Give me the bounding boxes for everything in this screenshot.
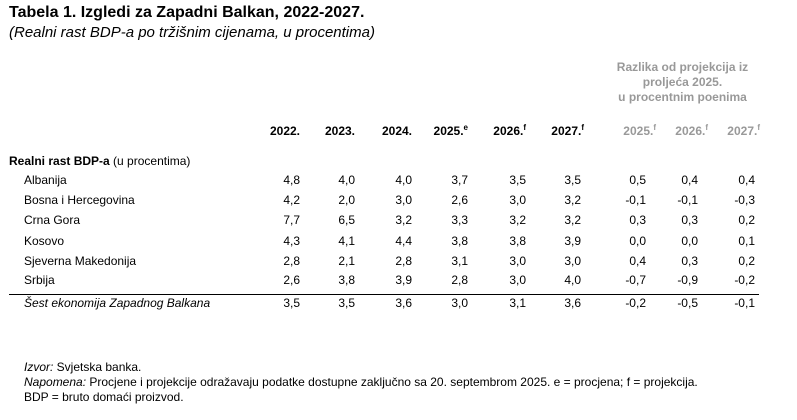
cell-diff: 0,3 bbox=[681, 213, 698, 227]
diff-col-header-2025f: 2025.$^f$ bbox=[623, 123, 656, 138]
cell-diff: 0,4 bbox=[681, 173, 698, 187]
note-text: Procjene i projekcije odražavaju podatke dostupne zaključno sa 20. septembrom 2025. e = procjena; f = projekcija. bbox=[86, 375, 698, 389]
diff-col-header-2027f: 2027.$^f$ bbox=[727, 123, 760, 138]
cell-value: 2,0 bbox=[338, 193, 355, 207]
abbreviation-note: BDP = bruto domaći proizvod. bbox=[24, 390, 184, 404]
cell-diff: -0,7 bbox=[625, 273, 646, 287]
cell-value: 3,1 bbox=[509, 296, 526, 310]
cell-value: 3,1 bbox=[451, 254, 468, 268]
cell-value: 3,0 bbox=[564, 254, 581, 268]
cell-diff: -0,1 bbox=[734, 296, 755, 310]
cell-diff: 0,2 bbox=[738, 213, 755, 227]
col-header-2024: 2024. bbox=[381, 124, 412, 138]
projection-header-line-2: proljeća 2025. bbox=[642, 75, 723, 89]
cell-value: 2,8 bbox=[451, 273, 468, 287]
cell-value: 3,8 bbox=[509, 234, 526, 248]
cell-value: 4,8 bbox=[283, 173, 300, 187]
cell-value: 3,5 bbox=[509, 173, 526, 187]
cell-value: 3,2 bbox=[564, 193, 581, 207]
col-header-2026f: 2026.$^f$ bbox=[493, 123, 526, 138]
col-header-2023: 2023. bbox=[324, 124, 355, 138]
cell-value: 2,8 bbox=[395, 254, 412, 268]
cell-diff: -0,1 bbox=[625, 193, 646, 207]
cell-diff: 0,0 bbox=[629, 234, 646, 248]
cell-value: 2,6 bbox=[283, 273, 300, 287]
table-divider bbox=[9, 294, 759, 295]
cell-diff: -0,5 bbox=[677, 296, 698, 310]
cell-diff: -0,1 bbox=[677, 193, 698, 207]
cell-value: 3,6 bbox=[395, 296, 412, 310]
cell-value: 3,5 bbox=[283, 296, 300, 310]
cell-value: 3,0 bbox=[451, 296, 468, 310]
col-header-2027f: 2027.$^f$ bbox=[551, 123, 584, 138]
cell-value: 4,3 bbox=[283, 234, 300, 248]
table-subtitle: (Realni rast BDP-a po tržišnim cijenama, u procentima) bbox=[9, 24, 375, 41]
cell-diff: -0,3 bbox=[734, 193, 755, 207]
cell-value: 4,1 bbox=[338, 234, 355, 248]
projection-header-line-3: u procentnim poenima bbox=[618, 90, 747, 104]
row-label: Sjeverna Makedonija bbox=[24, 254, 137, 268]
cell-diff: 0,0 bbox=[681, 234, 698, 248]
table-row bbox=[0, 273, 797, 293]
cell-value: 3,0 bbox=[395, 193, 412, 207]
cell-value: 3,6 bbox=[564, 296, 581, 310]
cell-value: 3,9 bbox=[564, 234, 581, 248]
cell-value: 3,2 bbox=[395, 213, 412, 227]
cell-value: 2,8 bbox=[283, 254, 300, 268]
source-note bbox=[24, 360, 141, 374]
table-row bbox=[0, 254, 797, 274]
table-row bbox=[0, 173, 797, 193]
methodology-note bbox=[24, 375, 698, 389]
cell-diff: 0,4 bbox=[629, 254, 646, 268]
cell-value: 4,4 bbox=[395, 234, 412, 248]
row-label: Srbija bbox=[24, 273, 55, 287]
cell-value: 2,1 bbox=[338, 254, 355, 268]
cell-diff: -0,9 bbox=[677, 273, 698, 287]
table-row bbox=[0, 213, 797, 233]
cell-value: 4,0 bbox=[564, 273, 581, 287]
cell-value: 2,6 bbox=[451, 193, 468, 207]
projection-header-line-1: Razlika od projekcija iz bbox=[616, 60, 749, 74]
table-row bbox=[0, 234, 797, 254]
cell-diff: 0,5 bbox=[629, 173, 646, 187]
row-label: Albanija bbox=[24, 173, 67, 187]
cell-value: 3,0 bbox=[509, 273, 526, 287]
cell-diff: -0,2 bbox=[625, 296, 646, 310]
note-label: Napomena: bbox=[24, 375, 87, 389]
cell-value: 4,0 bbox=[395, 173, 412, 187]
cell-value: 3,7 bbox=[451, 173, 468, 187]
cell-value: 4,0 bbox=[338, 173, 355, 187]
cell-value: 3,2 bbox=[564, 213, 581, 227]
projection-difference-header bbox=[600, 60, 765, 105]
source-text: Svjetska banka. bbox=[53, 360, 142, 374]
cell-value: 3,5 bbox=[338, 296, 355, 310]
table-title: Tabela 1. Izgledi za Zapadni Balkan, 2022-2027. bbox=[9, 4, 365, 21]
total-row-label: Šest ekonomija Zapadnog Balkana bbox=[24, 296, 211, 310]
cell-value: 4,2 bbox=[283, 193, 300, 207]
col-header-2022: 2022. bbox=[269, 124, 300, 138]
cell-value: 3,0 bbox=[509, 193, 526, 207]
row-label: Bosna i Hercegovina bbox=[24, 193, 135, 207]
diff-col-header-2026f: 2026.$^f$ bbox=[675, 123, 708, 138]
cell-diff: -0,2 bbox=[734, 273, 755, 287]
cell-diff: 0,4 bbox=[738, 173, 755, 187]
total-row bbox=[0, 296, 797, 316]
cell-value: 3,8 bbox=[338, 273, 355, 287]
section-label bbox=[9, 154, 190, 168]
cell-value: 6,5 bbox=[338, 213, 355, 227]
row-label: Crna Gora bbox=[24, 213, 81, 227]
cell-diff: 0,1 bbox=[738, 234, 755, 248]
cell-value: 3,0 bbox=[509, 254, 526, 268]
cell-value: 3,9 bbox=[395, 273, 412, 287]
row-label: Kosovo bbox=[24, 234, 65, 248]
cell-diff: 0,3 bbox=[681, 254, 698, 268]
section-unit: (u procentima) bbox=[113, 154, 191, 168]
cell-diff: 0,2 bbox=[738, 254, 755, 268]
source-label: Izvor: bbox=[24, 360, 54, 374]
col-header-2025e: 2025.$^e$ bbox=[433, 123, 468, 138]
cell-value: 3,2 bbox=[509, 213, 526, 227]
cell-diff: 0,3 bbox=[629, 213, 646, 227]
cell-value: 7,7 bbox=[283, 213, 300, 227]
cell-value: 3,5 bbox=[564, 173, 581, 187]
section-title: Realni rast BDP-a bbox=[9, 154, 110, 168]
cell-value: 3,3 bbox=[451, 213, 468, 227]
table-row bbox=[0, 193, 797, 213]
cell-value: 3,8 bbox=[451, 234, 468, 248]
